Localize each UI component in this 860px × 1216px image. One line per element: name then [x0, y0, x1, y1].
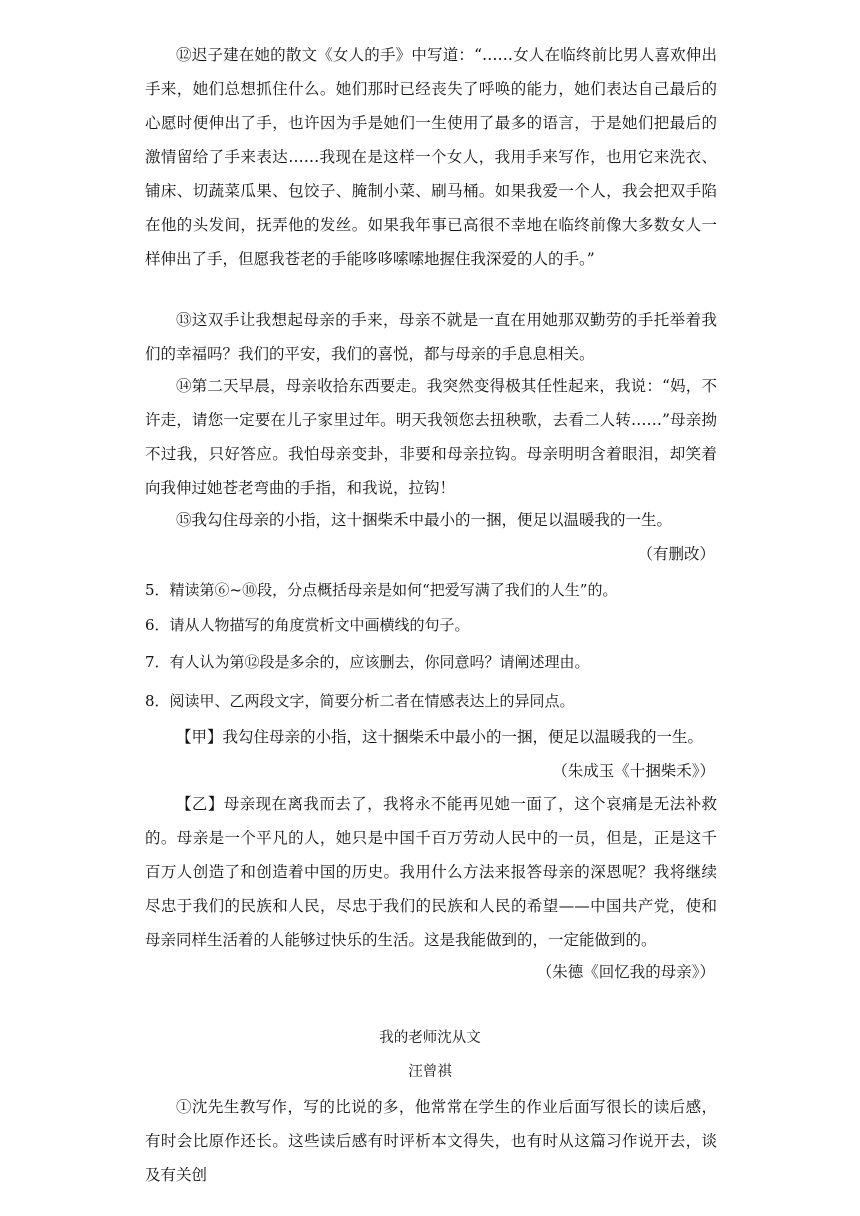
excerpt-jia-source: （朱成玉《十捆柴禾》）: [552, 762, 715, 780]
article-author: 汪曾祺: [408, 1064, 452, 1080]
paragraph-15: ⑮我勾住母亲的小指，这十捆柴禾中最小的一捆，便足以温暖我的一生。: [176, 511, 673, 529]
article-title: 我的老师沈从文: [379, 1030, 481, 1046]
question-5: 5．精读第⑥~⑩段，分点概括母亲是如何“把爱写满了我们的人生”的。: [145, 581, 618, 599]
paragraph-12: ⑫迟子建在她的散文《女人的手》中写道：“……女人在临终前比男人喜欢伸出手来，她们总想抓住什么。她们那时已经丧失了呼唤的能力，她们表达自己最后的心愿时便伸出了手，也许因为手是她们一生使用了最多的语言，于是她们把最后的激情留给了手来表达……我现在是这样一个女人，我用手来写作，也用它来洗衣、铺床、切蔬菜瓜果、包饺子、腌制小菜、刷马桶。如果我爱一个人，我会把双手陷在他的头发间，抚弄他的发丝。如果我年事已高很不幸地在临终前像大多数女人一样伸出了手，但愿我苍老的手能哆哆嗦嗦地握住我深爱的人的手。”: [145, 46, 717, 268]
excerpt-yi-source: （朱德《回忆我的母亲》）: [536, 963, 715, 981]
excerpt-jia: 【甲】我勾住母亲的小指，这十捆柴禾中最小的一捆，便足以温暖我的一生。: [176, 728, 704, 746]
article-paragraph-1: ①沈先生教写作，写的比说的多，他常常在学生的作业后面写很长的读后感，有时会比原作还长。这些读后感有时评析本文得失，也有时从这篇习作说开去，谈及有关创: [145, 1098, 717, 1184]
edit-note: （有删改）: [637, 545, 715, 563]
paragraph-13: ⑬这双手让我想起母亲的手来，母亲不就是一直在用她那双勤劳的手托举着我们的幸福吗？我们的平安，我们的喜悦，都与母亲的手息息相关。: [145, 311, 717, 363]
excerpt-yi: 【乙】母亲现在离我而去了，我将永不能再见她一面了，这个哀痛是无法补救的。母亲是一个平凡的人，她只是中国千百万劳动人民中的一员，但是，正是这千百万人创造了和创造着中国的历史。我用什么方法来报答母亲的深恩呢？我将继续尽忠于我们的民族和人民，尽忠于我们的民族和人民的希望——中国共产党，使和母亲同样生活着的人能够过快乐的生活。这是我能做到的，一定能做到的。: [145, 795, 717, 949]
question-7: 7．有人认为第⑫段是多余的，应该删去，你同意吗？请阐述理由。: [145, 653, 590, 671]
paragraph-14: ⑭第二天早晨，母亲收拾东西要走。我突然变得极其任性起来，我说：“妈，不许走，请您一定要在儿子家里过年。明天我领您去扭秧歌，去看二人转……”母亲拗不过我，只好答应。我怕母亲变卦，非要和母亲拉钩。母亲明明含着眼泪，却笑着向我伸过她苍老弯曲的手指，和我说，拉钩！: [145, 377, 717, 497]
question-8: 8．阅读甲、乙两段文字，简要分析二者在情感表达上的异同点。: [145, 692, 575, 710]
question-6: 6．请从人物描写的角度赏析文中画横线的句子。: [145, 616, 470, 634]
